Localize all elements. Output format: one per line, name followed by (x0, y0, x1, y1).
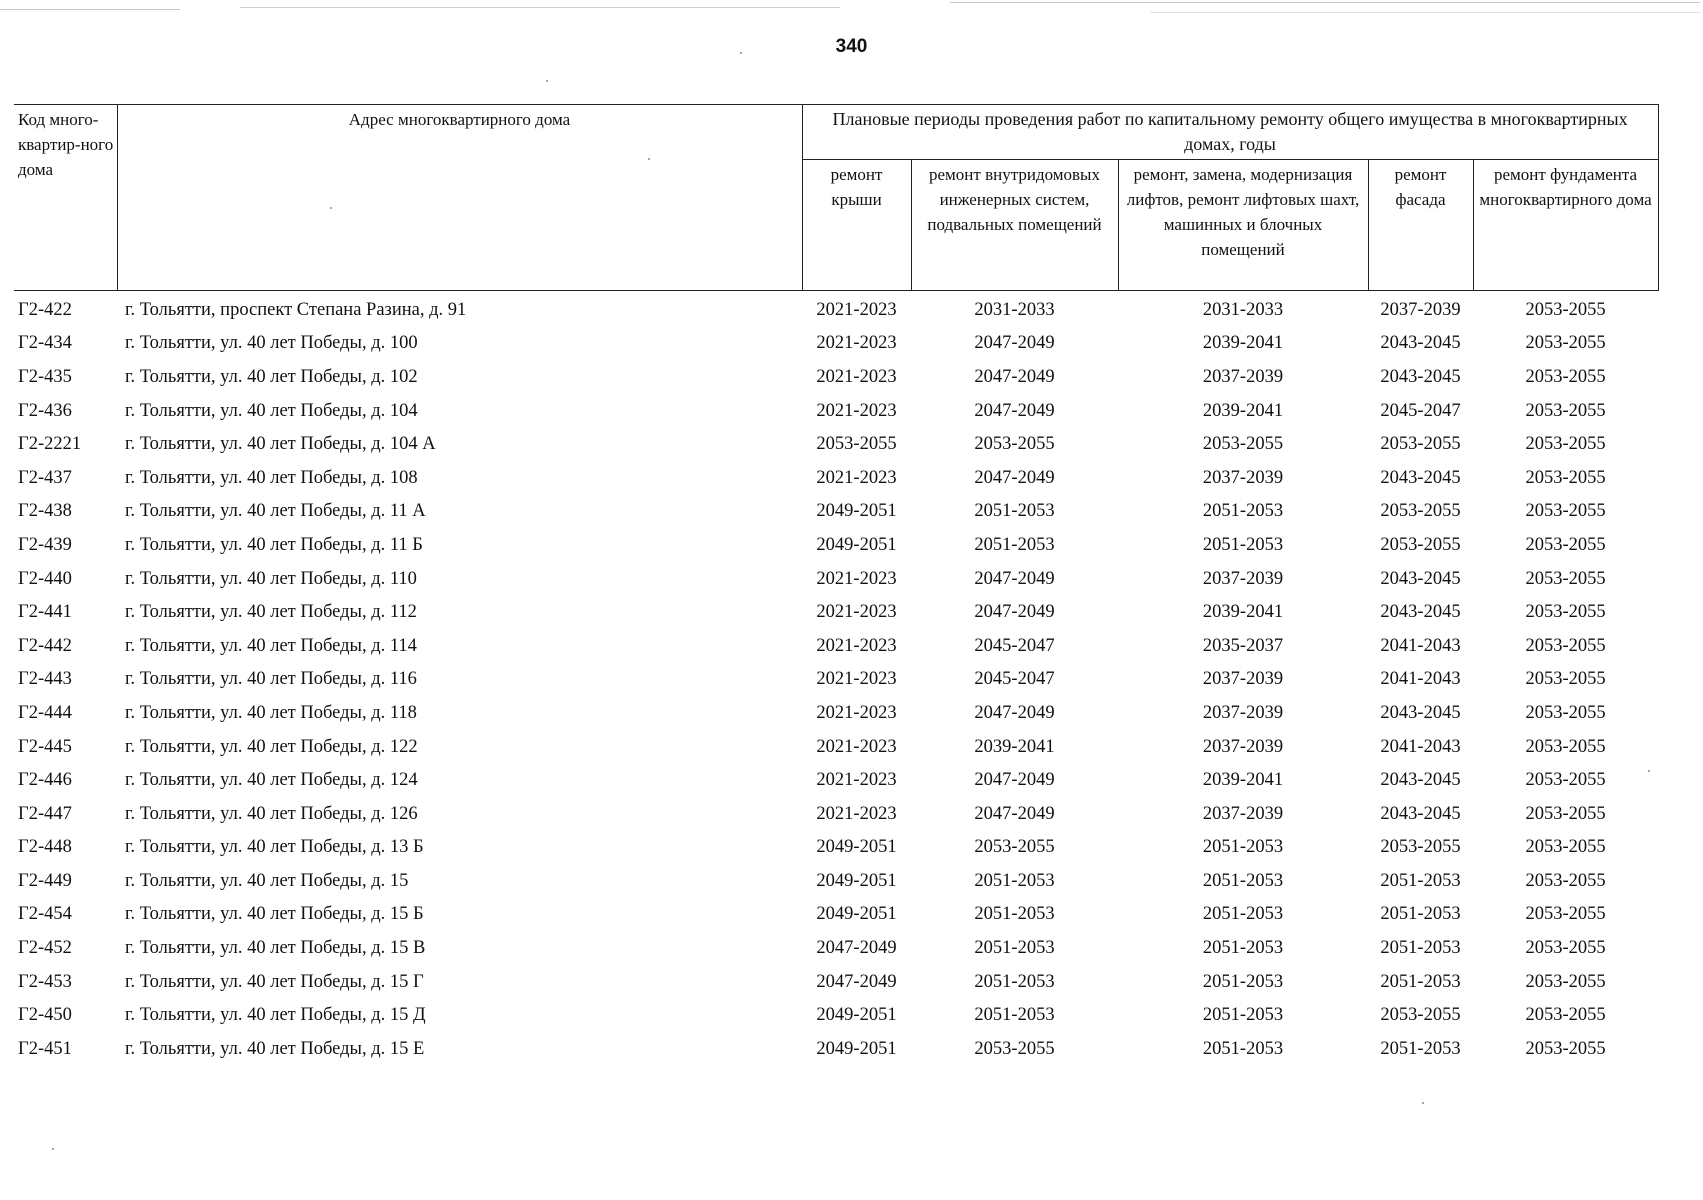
cell-facade: 2043-2045 (1380, 568, 1461, 589)
cell-code: Г2-439 (18, 534, 72, 555)
cell-code: Г2-434 (18, 333, 72, 354)
cell-engineering: 2051-2053 (974, 870, 1055, 891)
scan-artifact-line (0, 9, 180, 10)
cell-engineering: 2047-2049 (974, 366, 1055, 387)
table-row (14, 595, 1658, 629)
cell-address: г. Тольятти, ул. 40 лет Победы, д. 15 Г (125, 971, 424, 992)
table-body (14, 291, 1658, 1066)
capital-repair-schedule-table (14, 104, 1659, 1066)
cell-elevators: 2051-2053 (1202, 501, 1284, 522)
table-row (14, 495, 1658, 529)
cell-elevators: 2051-2053 (1202, 971, 1284, 992)
cell-code: Г2-448 (18, 837, 72, 858)
cell-foundation: 2053-2055 (1525, 736, 1606, 757)
cell-address: г. Тольятти, ул. 40 лет Победы, д. 104 А (125, 434, 436, 455)
cell-facade: 2051-2053 (1380, 971, 1461, 992)
table-row (14, 864, 1658, 898)
cell-facade: 2053-2055 (1380, 1005, 1461, 1026)
cell-elevators: 2039-2041 (1202, 400, 1284, 421)
cell-roof: 2049-2051 (816, 837, 897, 858)
cell-foundation: 2053-2055 (1525, 333, 1606, 354)
cell-engineering: 2051-2053 (974, 971, 1055, 992)
cell-roof: 2049-2051 (816, 870, 897, 891)
cell-elevators: 2037-2039 (1202, 736, 1284, 757)
table-row (14, 831, 1658, 865)
cell-elevators: 2037-2039 (1202, 366, 1284, 387)
cell-elevators: 2037-2039 (1202, 568, 1284, 589)
header-code: Код много-квартир-ного дома (14, 105, 117, 291)
cell-elevators: 2039-2041 (1202, 770, 1284, 791)
cell-roof: 2021-2023 (816, 803, 897, 824)
header-engineering: ремонт внутридомовых инженерных систем, подвальных помещений (911, 160, 1118, 291)
table-row (14, 562, 1658, 596)
table-row (14, 427, 1658, 461)
cell-facade: 2053-2055 (1380, 534, 1461, 555)
cell-engineering: 2045-2047 (974, 635, 1055, 656)
table-row (14, 797, 1658, 831)
cell-roof: 2049-2051 (816, 1005, 897, 1026)
table-row (14, 696, 1658, 730)
cell-address: г. Тольятти, ул. 40 лет Победы, д. 104 (125, 400, 418, 421)
table-row (14, 898, 1658, 932)
cell-facade: 2043-2045 (1380, 333, 1461, 354)
table-row (14, 327, 1658, 361)
cell-code: Г2-436 (18, 400, 72, 421)
cell-foundation: 2053-2055 (1525, 837, 1606, 858)
cell-engineering: 2053-2055 (974, 434, 1055, 455)
cell-engineering: 2047-2049 (974, 333, 1055, 354)
cell-engineering: 2051-2053 (974, 938, 1055, 959)
table-row (14, 629, 1658, 663)
scan-artifact-line (1150, 12, 1700, 13)
cell-address: г. Тольятти, ул. 40 лет Победы, д. 15 Д (125, 1005, 426, 1026)
cell-roof: 2021-2023 (816, 568, 897, 589)
cell-code: Г2-446 (18, 770, 72, 791)
cell-roof: 2021-2023 (816, 400, 897, 421)
cell-foundation: 2053-2055 (1525, 669, 1606, 690)
table-row (14, 461, 1658, 495)
cell-facade: 2041-2043 (1380, 736, 1461, 757)
cell-foundation: 2053-2055 (1525, 568, 1606, 589)
cell-engineering: 2047-2049 (974, 400, 1055, 421)
cell-elevators: 2051-2053 (1202, 1005, 1284, 1026)
cell-roof: 2021-2023 (816, 736, 897, 757)
cell-engineering: 2051-2053 (974, 1005, 1055, 1026)
cell-facade: 2051-2053 (1380, 1038, 1461, 1059)
cell-foundation: 2053-2055 (1525, 635, 1606, 656)
cell-roof: 2021-2023 (816, 602, 897, 623)
cell-elevators: 2053-2055 (1202, 434, 1284, 455)
cell-roof: 2021-2023 (816, 366, 897, 387)
scan-artifact-dot (52, 1148, 54, 1150)
table-row (14, 965, 1658, 999)
cell-engineering: 2053-2055 (974, 837, 1055, 858)
scan-artifact-line (950, 2, 1700, 3)
cell-foundation: 2053-2055 (1525, 501, 1606, 522)
cell-code: Г2-2221 (18, 434, 82, 455)
cell-foundation: 2053-2055 (1525, 702, 1606, 723)
cell-foundation: 2053-2055 (1525, 803, 1606, 824)
scan-artifact-dot (1422, 1102, 1424, 1104)
scan-artifact-line (240, 7, 840, 8)
cell-engineering: 2051-2053 (974, 501, 1055, 522)
table-row (14, 360, 1658, 394)
cell-address: г. Тольятти, ул. 40 лет Победы, д. 124 (125, 770, 418, 791)
cell-engineering: 2047-2049 (974, 803, 1055, 824)
cell-facade: 2043-2045 (1380, 803, 1461, 824)
cell-facade: 2043-2045 (1380, 602, 1461, 623)
cell-roof: 2021-2023 (816, 770, 897, 791)
cell-engineering: 2045-2047 (974, 669, 1055, 690)
cell-elevators: 2037-2039 (1202, 803, 1284, 824)
cell-roof: 2049-2051 (816, 904, 897, 925)
header-planned-periods: Плановые периоды проведения работ по капитальному ремонту общего имущества в многоквартирных домах, годы (802, 105, 1658, 160)
cell-facade: 2041-2043 (1380, 669, 1461, 690)
cell-engineering: 2047-2049 (974, 467, 1055, 488)
cell-address: г. Тольятти, ул. 40 лет Победы, д. 13 Б (125, 837, 424, 858)
table-row (14, 763, 1658, 797)
cell-engineering: 2047-2049 (974, 568, 1055, 589)
cell-code: Г2-445 (18, 736, 72, 757)
header-address: Адрес многоквартирного дома (117, 105, 802, 291)
cell-address: г. Тольятти, ул. 40 лет Победы, д. 11 А (125, 501, 426, 522)
cell-foundation: 2053-2055 (1525, 400, 1606, 421)
cell-code: Г2-444 (18, 702, 72, 723)
table-row (14, 931, 1658, 965)
cell-facade: 2041-2043 (1380, 635, 1461, 656)
cell-elevators: 2037-2039 (1202, 702, 1284, 723)
cell-foundation: 2053-2055 (1525, 366, 1606, 387)
cell-address: г. Тольятти, ул. 40 лет Победы, д. 15 Б (125, 904, 424, 925)
cell-engineering: 2051-2053 (974, 904, 1055, 925)
cell-address: г. Тольятти, ул. 40 лет Победы, д. 108 (125, 467, 418, 488)
cell-elevators: 2051-2053 (1202, 534, 1284, 555)
cell-engineering: 2031-2033 (974, 299, 1055, 320)
cell-facade: 2053-2055 (1380, 434, 1461, 455)
cell-roof: 2047-2049 (816, 938, 897, 959)
header-elevators: ремонт, замена, модернизация лифтов, ремонт лифтовых шахт, машинных и блочных помещений (1118, 160, 1368, 291)
cell-code: Г2-452 (18, 938, 72, 959)
table-header (14, 105, 1658, 291)
cell-elevators: 2051-2053 (1202, 938, 1284, 959)
cell-address: г. Тольятти, ул. 40 лет Победы, д. 122 (125, 736, 418, 757)
cell-code: Г2-443 (18, 669, 72, 690)
cell-facade: 2043-2045 (1380, 467, 1461, 488)
table-row (14, 528, 1658, 562)
cell-engineering: 2047-2049 (974, 770, 1055, 791)
cell-address: г. Тольятти, ул. 40 лет Победы, д. 15 (125, 870, 409, 891)
cell-engineering: 2047-2049 (974, 602, 1055, 623)
cell-address: г. Тольятти, проспект Степана Разина, д. 91 (125, 299, 467, 320)
cell-elevators: 2051-2053 (1202, 837, 1284, 858)
cell-roof: 2047-2049 (816, 971, 897, 992)
cell-elevators: 2037-2039 (1202, 669, 1284, 690)
cell-address: г. Тольятти, ул. 40 лет Победы, д. 100 (125, 333, 418, 354)
cell-elevators: 2051-2053 (1202, 1038, 1284, 1059)
cell-facade: 2037-2039 (1380, 299, 1461, 320)
cell-address: г. Тольятти, ул. 40 лет Победы, д. 112 (125, 602, 417, 623)
cell-facade: 2043-2045 (1380, 366, 1461, 387)
cell-elevators: 2039-2041 (1202, 333, 1284, 354)
cell-roof: 2049-2051 (816, 501, 897, 522)
cell-roof: 2021-2023 (816, 702, 897, 723)
cell-roof: 2049-2051 (816, 534, 897, 555)
cell-facade: 2045-2047 (1380, 400, 1461, 421)
cell-code: Г2-451 (18, 1038, 72, 1059)
cell-address: г. Тольятти, ул. 40 лет Победы, д. 102 (125, 366, 418, 387)
table-row (14, 394, 1658, 428)
table-row (14, 730, 1658, 764)
cell-roof: 2021-2023 (816, 635, 897, 656)
cell-code: Г2-453 (18, 971, 72, 992)
cell-elevators: 2039-2041 (1202, 602, 1284, 623)
table-row (14, 663, 1658, 697)
cell-engineering: 2039-2041 (974, 736, 1055, 757)
cell-code: Г2-442 (18, 635, 72, 656)
cell-elevators: 2051-2053 (1202, 904, 1284, 925)
cell-foundation: 2053-2055 (1525, 971, 1606, 992)
cell-address: г. Тольятти, ул. 40 лет Победы, д. 116 (125, 669, 417, 690)
cell-code: Г2-422 (18, 299, 72, 320)
cell-address: г. Тольятти, ул. 40 лет Победы, д. 118 (125, 702, 417, 723)
cell-facade: 2051-2053 (1380, 870, 1461, 891)
cell-elevators: 2051-2053 (1202, 870, 1284, 891)
cell-foundation: 2053-2055 (1525, 534, 1606, 555)
cell-roof: 2021-2023 (816, 299, 897, 320)
header-facade: ремонт фасада (1368, 160, 1473, 291)
cell-address: г. Тольятти, ул. 40 лет Победы, д. 15 Е (125, 1038, 425, 1059)
cell-code: Г2-435 (18, 366, 72, 387)
header-roof: ремонт крыши (802, 160, 911, 291)
table-row (14, 291, 1658, 327)
cell-foundation: 2053-2055 (1525, 1005, 1606, 1026)
cell-foundation: 2053-2055 (1525, 434, 1606, 455)
cell-foundation: 2053-2055 (1525, 770, 1606, 791)
page-number: 340 (835, 36, 868, 57)
cell-code: Г2-440 (18, 568, 72, 589)
cell-engineering: 2051-2053 (974, 534, 1055, 555)
cell-elevators: 2037-2039 (1202, 467, 1284, 488)
cell-engineering: 2047-2049 (974, 702, 1055, 723)
cell-foundation: 2053-2055 (1525, 938, 1606, 959)
cell-engineering: 2053-2055 (974, 1038, 1055, 1059)
cell-address: г. Тольятти, ул. 40 лет Победы, д. 126 (125, 803, 418, 824)
cell-code: Г2-437 (18, 467, 72, 488)
cell-facade: 2051-2053 (1380, 904, 1461, 925)
cell-foundation: 2053-2055 (1525, 870, 1606, 891)
cell-facade: 2053-2055 (1380, 837, 1461, 858)
cell-code: Г2-441 (18, 602, 72, 623)
cell-roof: 2021-2023 (816, 333, 897, 354)
cell-code: Г2-454 (18, 904, 72, 925)
cell-code: Г2-449 (18, 870, 72, 891)
cell-elevators: 2031-2033 (1202, 299, 1284, 320)
cell-address: г. Тольятти, ул. 40 лет Победы, д. 114 (125, 635, 417, 656)
cell-facade: 2051-2053 (1380, 938, 1461, 959)
cell-address: г. Тольятти, ул. 40 лет Победы, д. 110 (125, 568, 417, 589)
header-foundation: ремонт фундамента многоквартирного дома (1473, 160, 1658, 291)
cell-facade: 2043-2045 (1380, 702, 1461, 723)
cell-code: Г2-438 (18, 501, 72, 522)
cell-foundation: 2053-2055 (1525, 299, 1606, 320)
table-row (14, 998, 1658, 1032)
cell-foundation: 2053-2055 (1525, 602, 1606, 623)
cell-code: Г2-447 (18, 803, 72, 824)
cell-roof: 2053-2055 (816, 434, 897, 455)
table-row (14, 1032, 1658, 1066)
cell-address: г. Тольятти, ул. 40 лет Победы, д. 15 В (125, 938, 426, 959)
cell-elevators: 2035-2037 (1202, 635, 1284, 656)
cell-address: г. Тольятти, ул. 40 лет Победы, д. 11 Б (125, 534, 423, 555)
cell-roof: 2049-2051 (816, 1038, 897, 1059)
cell-roof: 2021-2023 (816, 669, 897, 690)
scan-artifact-dot (546, 80, 548, 82)
cell-facade: 2043-2045 (1380, 770, 1461, 791)
cell-facade: 2053-2055 (1380, 501, 1461, 522)
cell-code: Г2-450 (18, 1005, 72, 1026)
cell-foundation: 2053-2055 (1525, 1038, 1606, 1059)
cell-foundation: 2053-2055 (1525, 467, 1606, 488)
cell-roof: 2021-2023 (816, 467, 897, 488)
cell-foundation: 2053-2055 (1525, 904, 1606, 925)
